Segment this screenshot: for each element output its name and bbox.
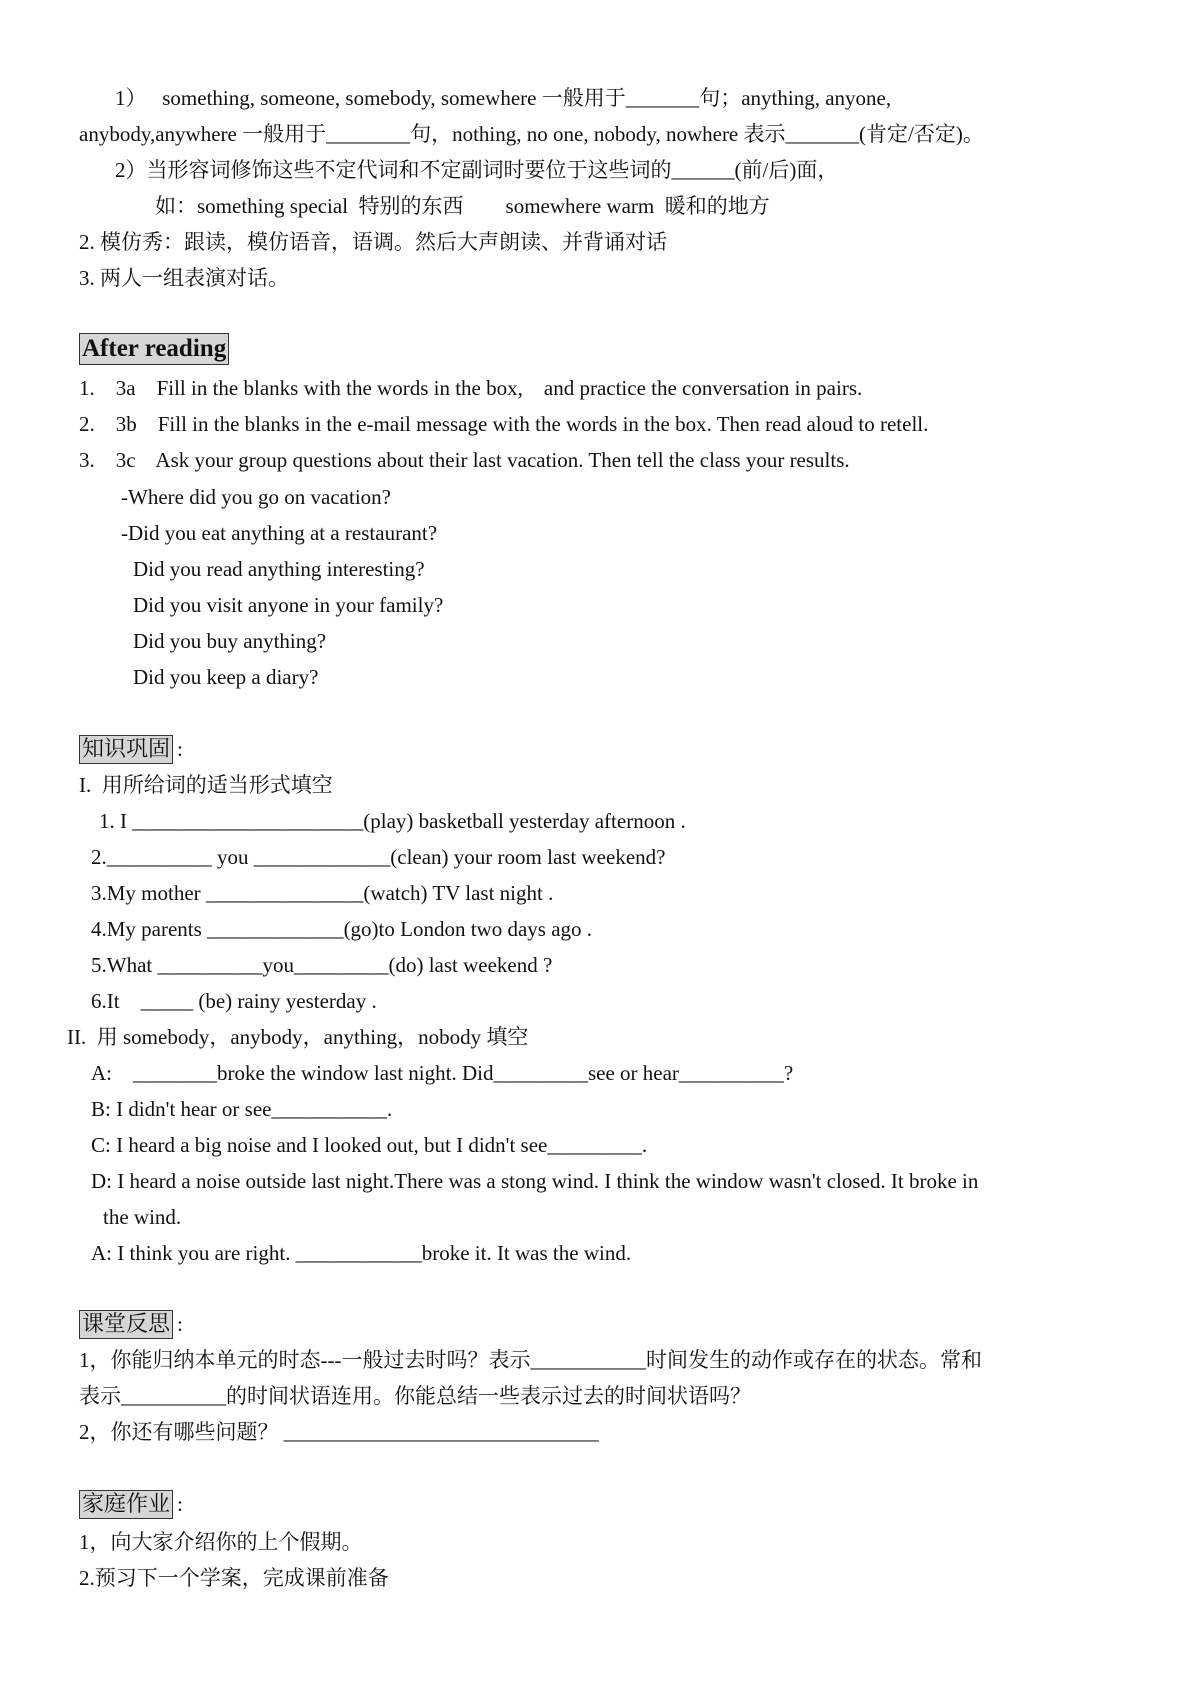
vacation-question: Did you keep a diary? [133,665,319,689]
consolidation-heading: 知识巩固 [79,735,173,764]
exercise-1-title: I. 用所给词的适当形式填空 [79,773,333,797]
vacation-question: Did you visit anyone in your family? [133,593,444,617]
reflection-heading: 课堂反思 [79,1310,173,1339]
heading-colon: : [177,737,183,761]
heading-colon: : [177,1492,183,1516]
vacation-question: -Where did you go on vacation? [121,485,391,509]
fill-blank-item: 1. I ______________________(play) basketball yesterday afternoon . [99,809,686,833]
dialogue-line: C: I heard a big noise and I looked out, but I didn't see_________. [91,1133,648,1157]
vacation-question: Did you read anything interesting? [133,557,425,581]
after-reading-item: 1. 3a Fill in the blanks with the words in the box, and practice the conversation in pairs. [79,376,863,400]
grammar-note-1-cont: anybody,anywhere 一般用于________句，nothing, no one, nobody, nowhere 表示_______(肯定/否定)。 [79,122,984,146]
pair-performance-task: 3. 两人一组表演对话。 [79,266,289,290]
imitation-task: 2. 模仿秀：跟读，模仿语音，语调。然后大声朗读、并背诵对话 [79,230,667,254]
exercise-2-title: II. 用 somebody，anybody，anything，nobody 填空 [67,1025,529,1049]
fill-blank-item: 2.__________ you _____________(clean) your room last weekend? [91,845,666,869]
homework-heading: 家庭作业 [79,1490,173,1519]
vacation-question: Did you buy anything? [133,629,327,653]
dialogue-line-cont: the wind. [103,1205,182,1229]
after-reading-heading: After reading [79,333,229,365]
grammar-example: 如：something special 特别的东西 somewhere warm 暖和的地方 [155,194,770,218]
reflection-question-1-cont: 表示__________的时间状语连用。你能总结一些表示过去的时间状语吗？ [79,1384,751,1408]
fill-blank-item: 5.What __________you_________(do) last weekend ? [91,953,553,977]
dialogue-line: D: I heard a noise outside last night.There was a stong wind. I think the window wasn't closed. It broke in [91,1169,979,1193]
dialogue-line: B: I didn't hear or see___________. [91,1097,393,1121]
fill-blank-item: 3.My mother _______________(watch) TV last night . [91,881,554,905]
dialogue-line: A: ________broke the window last night. Did_________see or hear__________? [91,1061,794,1085]
fill-blank-item: 4.My parents _____________(go)to London two days ago . [91,917,593,941]
reflection-question-1: 1，你能归纳本单元的时态---一般过去时吗？表示___________时间发生的动作或存在的状态。常和 [79,1348,982,1372]
after-reading-item: 2. 3b Fill in the blanks in the e-mail message with the words in the box. Then read aloud to retell. [79,412,929,436]
dialogue-line: A: I think you are right. ____________broke it. It was the wind. [91,1241,632,1265]
grammar-note-1: 1） something, someone, somebody, somewhere 一般用于_______句；anything, anyone, [115,86,892,110]
grammar-note-2: 2）当形容词修饰这些不定代词和不定副词时要位于这些词的______(前/后)面， [115,158,839,182]
homework-item: 1，向大家介绍你的上个假期。 [79,1530,363,1554]
reflection-question-2: 2，你还有哪些问题？ ______________________________ [79,1420,599,1444]
fill-blank-item: 6.It _____ (be) rainy yesterday . [91,989,377,1013]
homework-item: 2.预习下一个学案，完成课前准备 [79,1566,389,1590]
vacation-question: -Did you eat anything at a restaurant? [121,521,438,545]
after-reading-item: 3. 3c Ask your group questions about their last vacation. Then tell the class your results. [79,448,850,472]
heading-colon: : [177,1312,183,1336]
